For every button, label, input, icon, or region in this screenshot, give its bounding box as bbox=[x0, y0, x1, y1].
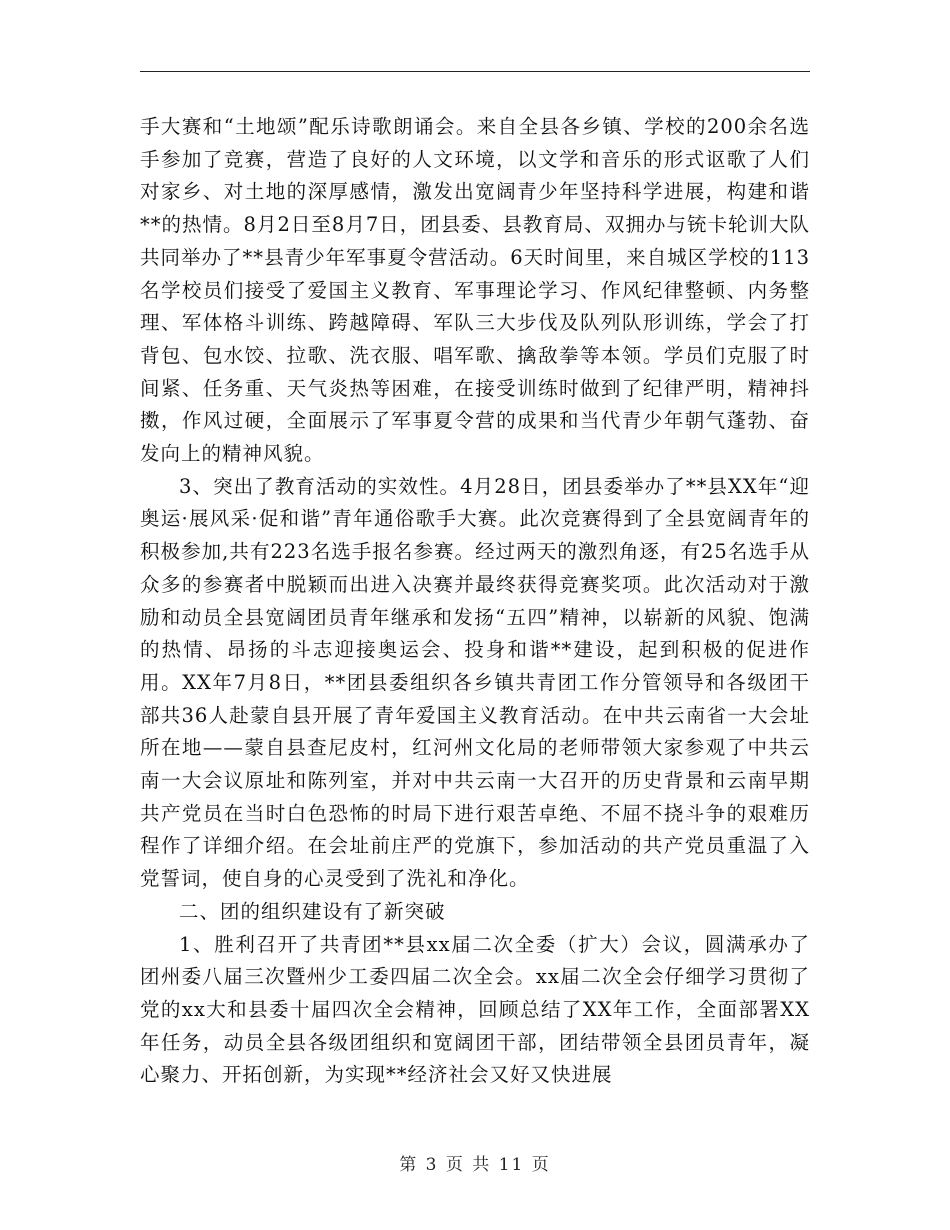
document-body bbox=[140, 111, 810, 1092]
paragraph-1: 手大赛和“土地颂”配乐诗歌朗诵会。来自全县各乡镇、学校的200余名选手参加了竞赛，营造了良好的人文环境，以文学和音乐的形式讴歌了人们对家乡、对土地的深厚感情，激发出宽阔青少年坚持科学进展，构建和谐**的热情。8月2日至8月7日，团县委、县教育局、双拥办与铳卡轮训大队共同举办了**县青少年军事夏令营活动。6天时间里，来自城区学校的113名学校员们接受了爱国主义教育、军事理论学习、作风纪律整顿、内务整理、军体格斗训练、跨越障碍、军队三大步伐及队列队形训练，学会了打背包、包水饺、拉歌、洗衣服、唱军歌、擒敌拳等本领。学员们克服了时间紧、任务重、天气炎热等困难，在接受训练时做到了纪律严明，精神抖擞，作风过硬，全面展示了军事夏令营的成果和当代青少年朝气蓬勃、奋发向上的精神风貌。 bbox=[140, 115, 810, 466]
section-heading: 二、团的组织建设有了新突破 bbox=[179, 899, 446, 923]
paragraph-3: 1、胜利召开了共青团**县xx届二次全委（扩大）会议，圆满承办了团州委八届三次暨州少工委四届二次全会。xx届二次全会仔细学习贯彻了党的xx大和县委十届四次全会精神，回顾总结了XX年工作，全面部署XX年任务，动员全县各级团组织和宽阔团干部，团结带领全县团员青年，凝心聚力、开拓创新，为实现**经济社会又好又快进展 bbox=[140, 932, 810, 1087]
page-footer: 第 3 页 共 11 页 bbox=[399, 1155, 551, 1175]
header-rule bbox=[140, 71, 810, 72]
paragraph-2: 3、突出了教育活动的实效性。4月28日，团县委举办了**县XX年“迎奥运·展风采·促和谐”青年通俗歌手大赛。此次竞赛得到了全县宽阔青年的积极参加,共有223名选手报名参赛。经过两天的激烈角逐，有25名选手从众多的参赛者中脱颖而出进入决赛并最终获得竞赛奖项。此次活动对于激励和动员全县宽阔团员青年继承和发扬“五四”精神，以崭新的风貌、饱满的热情、昂扬的斗志迎接奥运会、投身和谐**建设，起到积极的促进作用。XX年7月8日，**团县委组织各乡镇共青团工作分管领导和各级团干部共36人赴蒙自县开展了青年爱国主义教育活动。在中共云南省一大会址所在地——蒙自县查尼皮村，红河州文化局的老师带领大家参观了中共云南一大会议原址和陈列室，并对中共云南一大召开的历史背景和云南早期共产党员在当时白色恐怖的时局下进行艰苦卓绝、不屈不挠斗争的艰难历程作了详细介绍。在会址前庄严的党旗下，参加活动的共产党员重温了入党誓词，使自身的心灵受到了洗礼和净化。 bbox=[140, 474, 810, 891]
